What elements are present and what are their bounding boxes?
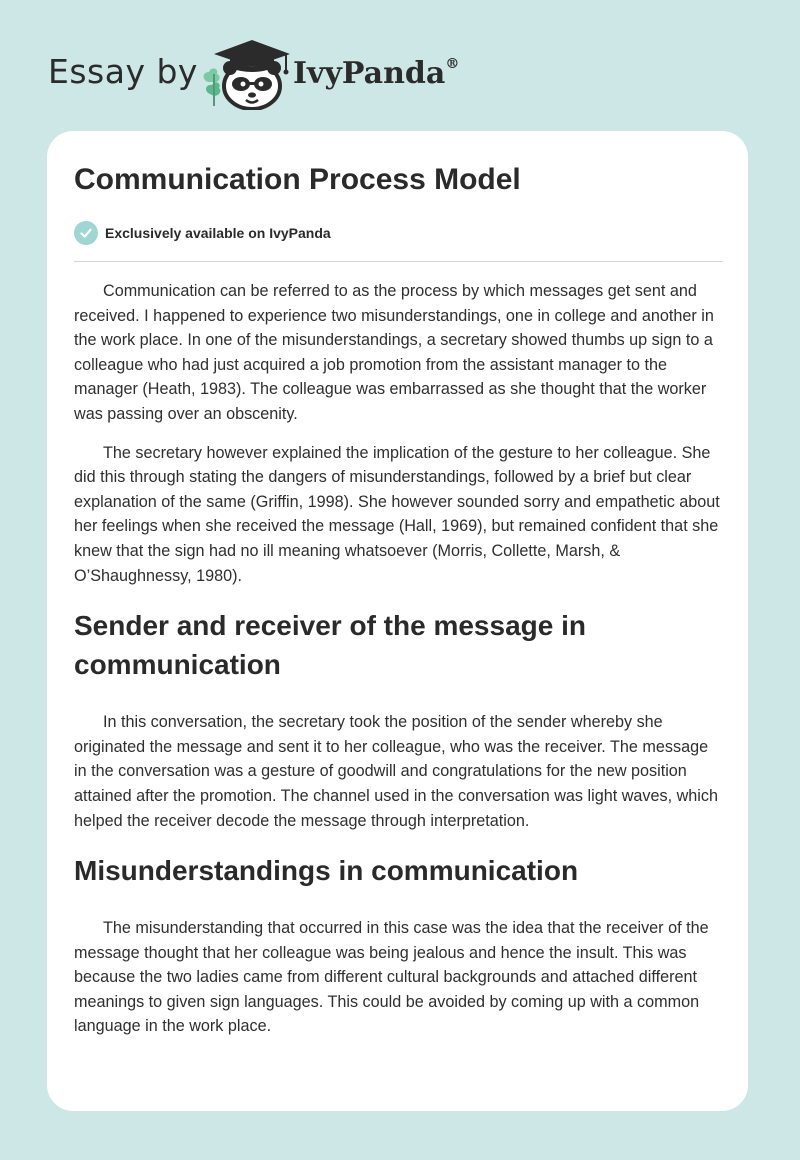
brand-name[interactable] <box>293 56 459 91</box>
checkmark-icon <box>74 221 98 245</box>
essay-by-label: Essay by <box>48 52 198 91</box>
paragraph: Communication can be referred to as the process by which messages get sent and received. I happened to experience two misunderstandings, one in college and another in the work place. In one of the misunderstandings, a secretary showed thumbs up sign to a colleague who had just acquired a job promotion from the assistant manager to the manager (Heath, 1983). The colleague was embarrassed as she thought that the worker was passing over an obscenity. <box>74 282 714 423</box>
paragraph: The misunderstanding that occurred in this case was the idea that the receiver of the message thought that her colleague was being jealous and hence the insult. This was because the two ladies came from different cultural backgrounds and attached different meanings to given sign languages. This could be avoided by coming up with a common language in the work place. <box>74 919 709 1036</box>
section-heading-sender-receiver: Sender and receiver of the message in communication <box>74 610 586 681</box>
section-heading-misunderstandings: Misunderstandings in communication <box>74 855 579 887</box>
title-divider <box>74 261 723 262</box>
site-header <box>48 34 508 110</box>
article-title: Communication Process Model <box>74 163 521 196</box>
paragraph: The secretary however explained the implication of the gesture to her colleague. She did this through stating the dangers of misunderstandings, followed by a brief but clear explanation of the same (Griffin, 1998). She however sounded sorry and empathetic about her feelings when she received the message (Hall, 1969), but remained confident that she knew that the sign had no ill meaning whatsoever (Morris, Collette, Marsh, & O’Shaughnessy, 1980). <box>74 443 720 585</box>
brand-name-text: IvyPanda <box>293 56 446 91</box>
exclusive-badge-label: Exclusively available on IvyPanda <box>105 225 331 241</box>
panda-graduate-icon <box>200 36 296 110</box>
article-body <box>74 279 724 1053</box>
article-card <box>47 131 748 1111</box>
paragraph: In this conversation, the secretary took the position of the sender whereby she originated the message and sent it to her colleague, who was the receiver. The message in the conversation was a gesture of goodwill and congratulations for the new position attained after the promotion. The channel used in the conversation was light waves, which helped the receiver decode the message through interpretation. <box>74 713 718 830</box>
exclusive-badge <box>74 221 331 245</box>
registered-mark: ® <box>445 56 460 72</box>
